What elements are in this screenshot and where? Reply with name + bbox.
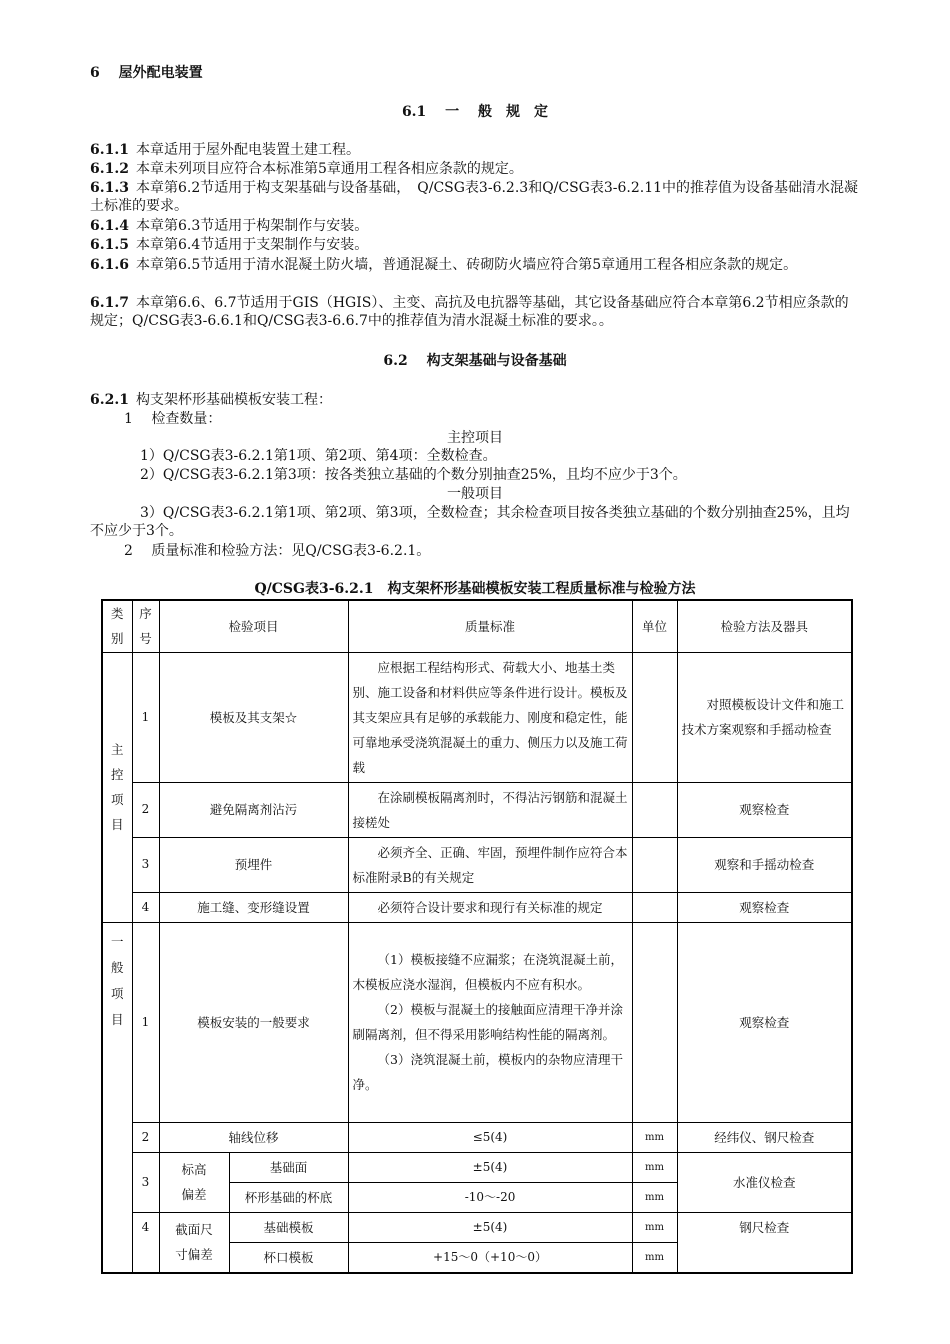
main-category-cell: 主控项目	[102, 652, 132, 922]
standard-cell: ±5(4)	[348, 1152, 632, 1182]
item-cell: 模板安装的一般要求	[159, 922, 348, 1122]
item-cell: 基础模板	[229, 1212, 348, 1242]
check-quantity-item: 1 检查数量：	[124, 411, 222, 427]
table-row	[102, 652, 852, 782]
standard-cell: 应根据工程结构形式、荷载大小、地基土类别、施工设备和材料供应等条件进行设计。模板及其支架应具有足够的承载能力、刚度和稳定性，能可靠地承受浇筑混凝土的重力、侧压力以及施工荷载	[348, 652, 632, 782]
seq-cell: 4	[132, 1212, 159, 1273]
unit-cell	[632, 892, 677, 922]
item-cell: 模板及其支架☆	[159, 652, 348, 782]
clause-number: 6.2.1	[90, 392, 129, 408]
unit-cell	[632, 782, 677, 837]
method-cell: 观察检查	[677, 782, 852, 837]
group-cell: 标高偏差	[159, 1152, 229, 1212]
clause-text: 本章第6.3节适用于构架制作与安装。	[135, 218, 369, 234]
method-cell: 对照模板设计文件和施工技术方案观察和手摇动检查	[677, 652, 852, 782]
table-row	[102, 1212, 852, 1242]
header-item: 检验项目	[159, 600, 348, 652]
item-cell: 基础面	[229, 1152, 348, 1182]
table-row	[102, 837, 852, 892]
general-items-heading: 一般项目	[447, 486, 503, 502]
clause-6-1-3	[90, 179, 860, 215]
method-cell: 水准仪检查	[677, 1152, 852, 1212]
seq-cell: 2	[132, 1122, 159, 1152]
seq-cell: 3	[132, 1152, 159, 1212]
unit-cell: mm	[632, 1152, 677, 1182]
clause-text: 本章第6.2节适用于构支架基础与设备基础， Q/CSG表3-6.2.3和Q/CSG表3-6.2.11中的推荐值为设备基础清水混凝土标准的要求。	[90, 180, 859, 214]
table-row	[102, 892, 852, 922]
clause-6-1-6	[90, 256, 860, 274]
clause-6-1-7	[90, 294, 860, 330]
method-cell: 钢尺检查	[677, 1212, 852, 1273]
seq-cell: 1	[132, 652, 159, 782]
clause-number: 6.1.3	[90, 180, 129, 196]
clause-number: 6.1.6	[90, 257, 129, 273]
unit-cell	[632, 652, 677, 782]
header-category: 类别	[102, 600, 132, 652]
header-method: 检验方法及器具	[677, 600, 852, 652]
method-cell: 经纬仪、钢尺检查	[677, 1122, 852, 1152]
unit-cell: mm	[632, 1122, 677, 1152]
item-cell: 杯口模板	[229, 1242, 348, 1273]
clause-6-2-1	[90, 391, 332, 409]
clause-text: 本章未列项目应符合本标准第5章通用工程各相应条款的规定。	[135, 161, 523, 177]
main-items-heading: 主控项目	[447, 430, 503, 446]
seq-cell: 1	[132, 922, 159, 1122]
standard-para: （1）模板接缝不应漏浆；在浇筑混凝土前，木模板应浇水湿润，但模板内不应有积水。	[352, 952, 623, 992]
unit-cell: mm	[632, 1182, 677, 1212]
standard-para: （2）模板与混凝土的接触面应清理干净并涂刷隔离剂，但不得采用影响结构性能的隔离剂。	[352, 1002, 623, 1042]
unit-cell	[632, 837, 677, 892]
method-cell: 观察检查	[677, 922, 852, 1122]
table-caption: Q/CSG表3-6.2.1 构支架杯形基础模板安装工程质量标准与检验方法	[254, 581, 696, 597]
seq-cell: 4	[132, 892, 159, 922]
table-row	[102, 1152, 852, 1182]
standard-method-item: 2 质量标准和检验方法：见Q/CSG表3-6.2.1。	[124, 543, 431, 559]
seq-cell: 2	[132, 782, 159, 837]
standard-cell: ≤5(4)	[348, 1122, 632, 1152]
table-row	[102, 922, 852, 1122]
clause-text: 本章第6.4节适用于支架制作与安装。	[135, 237, 369, 253]
standard-cell: 必须齐全、正确、牢固，预埋件制作应符合本标准附录B的有关规定	[348, 837, 632, 892]
header-standard: 质量标准	[348, 600, 632, 652]
clause-number: 6.1.7	[90, 295, 129, 311]
general-category-cell: 一般项目	[102, 922, 132, 1273]
clause-number: 6.1.2	[90, 161, 129, 177]
standard-cell: +15～0（+10～0）	[348, 1242, 632, 1273]
clause-number: 6.1.1	[90, 142, 129, 158]
item-cell: 施工缝、变形缝设置	[159, 892, 348, 922]
standard-cell: -10～-20	[348, 1182, 632, 1212]
section-6-2-title: 6.2 构支架基础与设备基础	[383, 353, 567, 369]
main-item-1: 1）Q/CSG表3-6.2.1第1项、第2项、第4项：全数检查。	[140, 448, 497, 464]
item-cell: 杯形基础的杯底	[229, 1182, 348, 1212]
clause-6-1-4	[90, 217, 860, 235]
clause-text: 本章第6.6、6.7节适用于GIS（HGIS）、主变、高抗及电抗器等基础，其它设备基础应符合本章第6.2节相应条款的规定；Q/CSG表3-6.6.1和Q/CSG表3-6.6.7中的推荐值为清水混凝土标准的要求。。	[90, 295, 849, 329]
seq-cell: 3	[132, 837, 159, 892]
item-cell: 轴线位移	[159, 1122, 348, 1152]
clause-6-1-1	[90, 141, 860, 159]
unit-cell: mm	[632, 1242, 677, 1273]
header-seq: 序号	[132, 600, 159, 652]
table-header-row	[102, 600, 852, 652]
clause-number: 6.1.5	[90, 237, 129, 253]
header-unit: 单位	[632, 600, 677, 652]
clause-6-1-5	[90, 236, 860, 254]
standard-cell: 在涂刷模板隔离剂时，不得沾污钢筋和混凝土接槎处	[348, 782, 632, 837]
method-cell: 观察和手摇动检查	[677, 837, 852, 892]
table-row	[102, 1122, 852, 1152]
chapter-title: 6 屋外配电装置	[90, 65, 203, 81]
standard-cell: 必须符合设计要求和现行有关标准的规定	[348, 892, 632, 922]
section-6-1-title: 6.1 一 般 规 定	[401, 104, 549, 120]
standard-cell: ±5(4)	[348, 1212, 632, 1242]
clause-6-1-2	[90, 160, 860, 178]
clause-number: 6.1.4	[90, 218, 129, 234]
item-cell: 避免隔离剂沾污	[159, 782, 348, 837]
clause-text: 本章适用于屋外配电装置土建工程。	[135, 142, 360, 158]
unit-cell: mm	[632, 1212, 677, 1242]
unit-cell	[632, 922, 677, 1122]
standard-cell	[348, 922, 632, 1122]
item-cell: 预埋件	[159, 837, 348, 892]
group-cell: 截面尺寸偏差	[159, 1212, 229, 1273]
clause-text: 本章第6.5节适用于清水混凝土防火墙，普通混凝土、砖砌防火墙应符合第5章通用工程各相应条款的规定。	[135, 257, 798, 273]
table-row	[102, 782, 852, 837]
clause-text: 构支架杯形基础模板安装工程：	[135, 392, 332, 408]
method-cell: 观察检查	[677, 892, 852, 922]
general-item-3: 3）Q/CSG表3-6.2.1第1项、第2项、第3项，全数检查；其余检查项目按各类独立基础的个数分别抽查25%，且均不应少于3个。	[90, 505, 850, 539]
standard-para: （3）浇筑混凝土前，模板内的杂物应清理干净。	[352, 1052, 623, 1092]
main-item-2: 2）Q/CSG表3-6.2.1第3项：按各类独立基础的个数分别抽查25%，且均不应少于3个。	[140, 467, 687, 483]
quality-standard-table	[101, 599, 853, 1274]
